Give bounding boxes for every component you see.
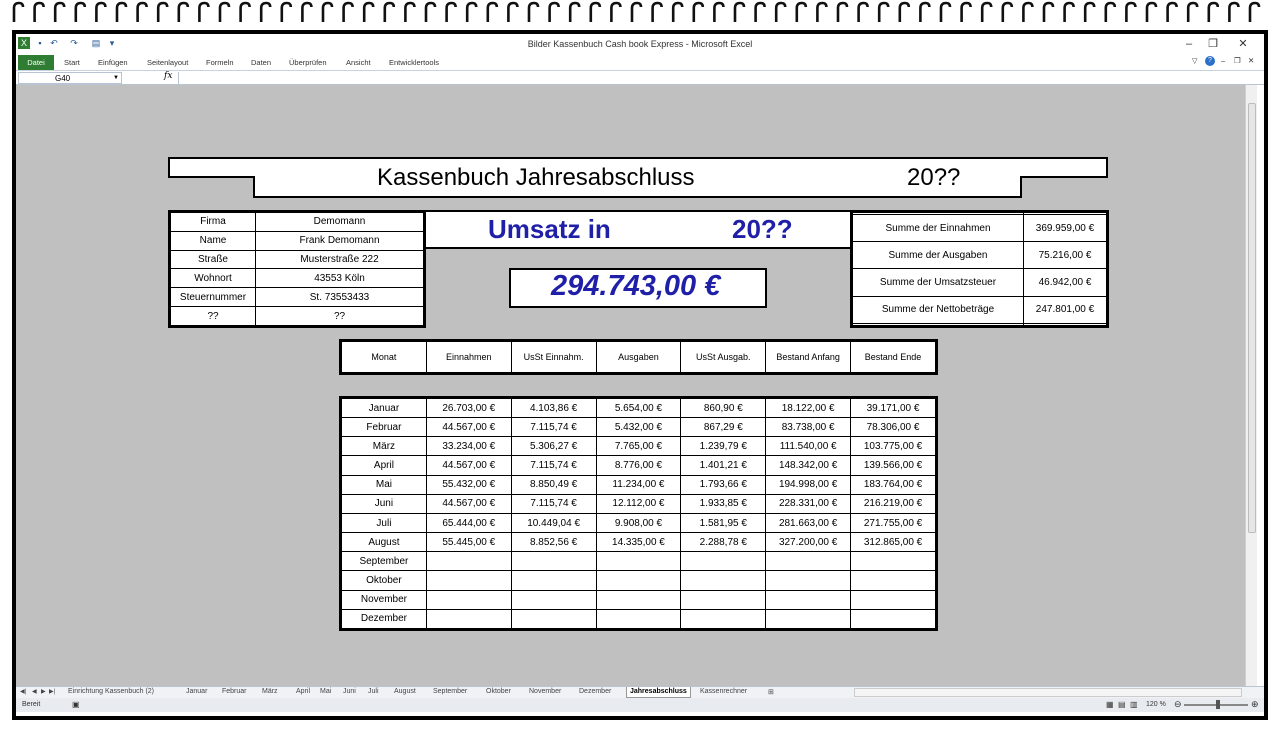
binding-ring-icon (900, 3, 909, 22)
table-row (342, 513, 936, 532)
value-cell[interactable]: 103.775,00 € (851, 437, 936, 456)
info-value[interactable]: 43553 Köln (256, 269, 424, 288)
info-row (171, 250, 424, 269)
first-sheet-icon[interactable]: ◀| (20, 689, 27, 695)
binding-ring-icon (653, 3, 662, 22)
value-cell[interactable] (511, 552, 596, 571)
value-cell[interactable] (766, 571, 851, 590)
table-row (342, 437, 936, 456)
value-cell[interactable]: 1.401,21 € (681, 456, 766, 475)
umsatz-year: 20?? (732, 214, 793, 244)
summary-row (853, 296, 1107, 323)
binding-ring-icon (982, 3, 991, 22)
page-layout-view-icon[interactable]: ▤ (1118, 700, 1126, 709)
value-cell[interactable]: 55.432,00 € (426, 475, 511, 494)
table-row (342, 590, 936, 609)
month-cell[interactable]: November (342, 590, 427, 609)
value-cell[interactable]: 8.852,56 € (511, 533, 596, 552)
binding-ring-icon (776, 3, 785, 22)
month-cell[interactable]: Juli (342, 513, 427, 532)
sheet-tab[interactable]: Februar (222, 688, 247, 695)
binding-ring-icon (1003, 3, 1012, 22)
sheet-tab[interactable]: Jahresabschluss (626, 687, 691, 698)
column-header[interactable]: Einnahmen (426, 342, 511, 373)
month-cell[interactable]: April (342, 456, 427, 475)
restore-icon[interactable]: ❐ (1208, 38, 1218, 50)
binding-ring-icon (344, 3, 353, 22)
sheet-tab[interactable]: April (296, 688, 311, 695)
umsatz-total: 294.743,00 € (551, 270, 721, 302)
binding-ring-icon (611, 3, 620, 22)
value-cell[interactable]: 860,90 € (681, 399, 766, 418)
binding-ring-icon (694, 3, 703, 22)
info-row (171, 231, 424, 250)
binding-ring-icon (199, 3, 208, 22)
column-header[interactable]: Bestand Ende (851, 342, 936, 373)
summary-value[interactable]: 247.801,00 € (1024, 296, 1107, 323)
value-cell[interactable] (511, 590, 596, 609)
value-cell[interactable]: 33.234,00 € (426, 437, 511, 456)
value-cell[interactable]: 183.764,00 € (851, 475, 936, 494)
binding-ring-icon (385, 3, 394, 22)
info-row (171, 269, 424, 288)
table-row (342, 571, 936, 590)
value-cell[interactable]: 39.171,00 € (851, 399, 936, 418)
header-title: Kassenbuch Jahresabschluss (377, 164, 695, 191)
status-ready: Bereit (22, 701, 41, 708)
value-cell[interactable]: 5.654,00 € (596, 399, 681, 418)
minimize-icon[interactable]: – (1185, 38, 1193, 50)
binding-ring-icon (529, 3, 538, 22)
workbook-close-icon[interactable]: ✕ (1248, 56, 1255, 65)
binding-ring-icon (1126, 3, 1135, 22)
info-label[interactable]: Straße (171, 250, 256, 269)
month-cell[interactable]: Juni (342, 494, 427, 513)
value-cell[interactable]: 11.234,00 € (596, 475, 681, 494)
help-icon[interactable]: ? (1205, 56, 1215, 66)
sheet-tab[interactable]: Einrichtung Kassenbuch (2) (68, 688, 154, 695)
value-cell[interactable] (766, 609, 851, 628)
zoom-level[interactable]: 120 % (1146, 701, 1166, 708)
value-cell[interactable]: 867,29 € (681, 418, 766, 437)
redo-icon[interactable]: ↷ (70, 38, 78, 48)
value-cell[interactable]: 7.115,74 € (511, 418, 596, 437)
column-header[interactable]: Bestand Anfang (766, 342, 851, 373)
value-cell[interactable]: 14.335,00 € (596, 533, 681, 552)
value-cell[interactable]: 65.444,00 € (426, 513, 511, 532)
binding-ring-icon (55, 3, 64, 22)
value-cell[interactable]: 83.738,00 € (766, 418, 851, 437)
customize-quick-access-icon[interactable]: ▾ (109, 38, 115, 48)
binding-ring-icon (241, 3, 250, 22)
binding-ring-icon (1147, 3, 1156, 22)
next-sheet-icon[interactable]: ▶ (41, 689, 46, 695)
value-cell[interactable]: 148.342,00 € (766, 456, 851, 475)
binding-ring-icon (1106, 3, 1115, 22)
value-cell[interactable] (426, 552, 511, 571)
value-cell[interactable] (596, 571, 681, 590)
binding-ring-icon (426, 3, 435, 22)
binding-ring-icon (941, 3, 950, 22)
month-cell[interactable]: Dezember (342, 609, 427, 628)
value-cell[interactable] (511, 571, 596, 590)
excel-logo-icon: X (18, 37, 30, 49)
value-cell[interactable]: 111.540,00 € (766, 437, 851, 456)
tab-insert[interactable]: Einfügen (98, 58, 128, 67)
summary-label[interactable]: Summe der Nettobeträge (853, 296, 1024, 323)
summary-row (853, 323, 1107, 325)
info-value[interactable]: Frank Demomann (256, 231, 424, 250)
table-row (342, 475, 936, 494)
table-row (342, 494, 936, 513)
value-cell[interactable]: 312.865,00 € (851, 533, 936, 552)
value-cell[interactable] (426, 571, 511, 590)
binding-ring-icon (508, 3, 517, 22)
value-cell[interactable]: 216.219,00 € (851, 494, 936, 513)
value-cell[interactable] (426, 609, 511, 628)
info-label[interactable]: ?? (171, 307, 256, 326)
value-cell[interactable] (596, 609, 681, 628)
macro-record-icon[interactable]: ▣ (72, 700, 80, 709)
sheet-tab[interactable]: Juli (368, 688, 379, 695)
ribbon-tabs (16, 54, 1264, 71)
tab-review[interactable]: Überprüfen (289, 58, 327, 67)
close-icon[interactable]: ✕ (1238, 38, 1248, 50)
value-cell[interactable]: 327.200,00 € (766, 533, 851, 552)
binding-ring-icon (632, 3, 641, 22)
worksheet-area[interactable] (16, 85, 1245, 686)
formula-input[interactable] (178, 72, 1262, 84)
insert-function-icon[interactable]: fx (164, 71, 173, 81)
value-cell[interactable] (681, 590, 766, 609)
month-cell[interactable]: Februar (342, 418, 427, 437)
column-header[interactable]: Monat (342, 342, 427, 373)
binding-ring-icon (117, 3, 126, 22)
tab-developer[interactable]: Entwicklertools (389, 58, 440, 67)
info-value[interactable]: ?? (256, 307, 424, 326)
value-cell[interactable]: 139.566,00 € (851, 456, 936, 475)
value-cell[interactable] (596, 590, 681, 609)
value-cell[interactable]: 7.115,74 € (511, 494, 596, 513)
binding-ring-icon (570, 3, 579, 22)
binding-ring-icon (220, 3, 229, 22)
binding-ring-icon (158, 3, 167, 22)
summary-value[interactable]: 369.959,00 € (1024, 215, 1107, 242)
prev-sheet-icon[interactable]: ◀ (32, 689, 37, 695)
column-header[interactable]: UsSt Ausgab. (681, 342, 766, 373)
month-cell[interactable]: August (342, 533, 427, 552)
sheet-tab[interactable]: März (262, 688, 278, 695)
summary-row (853, 215, 1107, 242)
binding-ring-icon (447, 3, 456, 22)
page-break-view-icon[interactable]: ▥ (1130, 700, 1138, 709)
value-cell[interactable] (851, 590, 936, 609)
summary-row (853, 269, 1107, 296)
binding-ring-icon (1250, 3, 1259, 22)
binding-ring-icon (1168, 3, 1177, 22)
binding-ring-icon (859, 3, 868, 22)
header-year: 20?? (907, 164, 961, 191)
binding-ring-icon (962, 3, 971, 22)
save-icon[interactable]: ▪ (38, 38, 42, 48)
sheet-tab[interactable]: Mai (320, 688, 332, 695)
print-preview-icon[interactable]: ▤ (91, 38, 101, 48)
binding-ring-icon (323, 3, 332, 22)
value-cell[interactable]: 1.239,79 € (681, 437, 766, 456)
value-cell[interactable] (681, 609, 766, 628)
info-row (171, 213, 424, 232)
binding-ring-icon (920, 3, 929, 22)
zoom-out-icon[interactable]: ⊖ (1174, 699, 1182, 709)
value-cell[interactable]: 194.998,00 € (766, 475, 851, 494)
tab-start[interactable]: Start (64, 58, 80, 67)
sheet-tab[interactable]: November (529, 688, 562, 695)
binding-ring-icon (179, 3, 188, 22)
company-info-table (168, 210, 426, 328)
month-cell[interactable]: Januar (342, 399, 427, 418)
insert-sheet-icon[interactable]: ⊞ (768, 689, 774, 696)
sheet-tab-bar (16, 686, 1264, 698)
value-cell[interactable]: 5.306,27 € (511, 437, 596, 456)
value-cell[interactable] (681, 552, 766, 571)
value-cell[interactable]: 12.112,00 € (596, 494, 681, 513)
value-cell[interactable] (851, 552, 936, 571)
summary-label[interactable]: Summe der Einnahmen (853, 215, 1024, 242)
binding-ring-icon (1023, 3, 1032, 22)
value-cell[interactable]: 18.122,00 € (766, 399, 851, 418)
tab-view[interactable]: Ansicht (346, 58, 371, 67)
value-cell[interactable]: 1.793,66 € (681, 475, 766, 494)
formula-bar (16, 71, 1264, 85)
value-cell[interactable] (596, 552, 681, 571)
value-cell[interactable]: 78.306,00 € (851, 418, 936, 437)
monthly-header-table (339, 339, 938, 375)
binding-ring-icon (735, 3, 744, 22)
binding-ring-icon (35, 3, 44, 22)
binding-ring-icon (467, 3, 476, 22)
binding-ring-icon (1085, 3, 1094, 22)
status-bar (16, 698, 1264, 712)
tab-data[interactable]: Daten (251, 58, 272, 67)
summary-label[interactable] (853, 323, 1024, 325)
value-cell[interactable] (681, 571, 766, 590)
binding-ring-icon (1188, 3, 1197, 22)
binding-ring-icon (673, 3, 682, 22)
tab-file[interactable]: Datei (18, 55, 54, 70)
binding-ring-icon (591, 3, 600, 22)
value-cell[interactable]: 10.449,04 € (511, 513, 596, 532)
sheet-tab[interactable]: Oktober (486, 688, 511, 695)
workbook-restore-icon[interactable]: ❐ (1234, 56, 1241, 65)
value-cell[interactable]: 44.567,00 € (426, 456, 511, 475)
summary-value[interactable]: 46.942,00 € (1024, 269, 1107, 296)
binding-ring-icon (714, 3, 723, 22)
table-row (342, 609, 936, 628)
value-cell[interactable]: 2.288,78 € (681, 533, 766, 552)
binding-ring-icon (76, 3, 85, 22)
zoom-in-icon[interactable]: ⊕ (1251, 699, 1259, 709)
sheet-tab[interactable]: Januar (186, 688, 208, 695)
binding-ring-icon (364, 3, 373, 22)
summary-value[interactable] (1024, 323, 1107, 325)
info-value[interactable]: Demomann (256, 213, 424, 232)
value-cell[interactable] (851, 609, 936, 628)
binding-ring-icon (838, 3, 847, 22)
summary-label[interactable]: Summe der Ausgaben (853, 242, 1024, 269)
value-cell[interactable]: 281.663,00 € (766, 513, 851, 532)
value-cell[interactable]: 1.933,85 € (681, 494, 766, 513)
value-cell[interactable] (766, 590, 851, 609)
table-row (342, 552, 936, 571)
value-cell[interactable] (426, 590, 511, 609)
sheet-tab[interactable]: September (433, 688, 468, 695)
info-value[interactable]: St. 73553433 (256, 288, 424, 307)
sheet-tab[interactable]: Dezember (579, 688, 612, 695)
binding-ring-icon (302, 3, 311, 22)
value-cell[interactable] (851, 571, 936, 590)
binding-ring-icon (14, 3, 23, 22)
binding-ring-icon (1209, 3, 1218, 22)
horizontal-scrollbar[interactable] (854, 688, 1242, 697)
binding-ring-icon (797, 3, 806, 22)
table-row (342, 399, 936, 418)
value-cell[interactable]: 4.103,86 € (511, 399, 596, 418)
value-cell[interactable]: 44.567,00 € (426, 494, 511, 513)
value-cell[interactable]: 44.567,00 € (426, 418, 511, 437)
last-sheet-icon[interactable]: ▶| (49, 689, 56, 695)
column-header[interactable]: Ausgaben (596, 342, 681, 373)
binding-ring-icon (1065, 3, 1074, 22)
info-label[interactable]: Firma (171, 213, 256, 232)
excel-window-inner (16, 34, 1264, 716)
value-cell[interactable]: 8.850,49 € (511, 475, 596, 494)
summary-row (853, 242, 1107, 269)
normal-view-icon[interactable]: ▦ (1106, 700, 1114, 709)
value-cell[interactable] (511, 609, 596, 628)
binding-ring-icon (550, 3, 559, 22)
umsatz-label: Umsatz in (488, 214, 611, 244)
name-box-value: G40 (55, 74, 71, 83)
value-cell[interactable]: 55.445,00 € (426, 533, 511, 552)
vertical-scroll-thumb[interactable] (1248, 103, 1256, 533)
vertical-scrollbar[interactable] (1245, 85, 1257, 686)
value-cell[interactable]: 26.703,00 € (426, 399, 511, 418)
value-cell[interactable]: 8.776,00 € (596, 456, 681, 475)
value-cell[interactable]: 5.432,00 € (596, 418, 681, 437)
month-cell[interactable]: März (342, 437, 427, 456)
summary-table (850, 210, 1109, 328)
binding-ring-icon (138, 3, 147, 22)
info-label[interactable]: Steuernummer (171, 288, 256, 307)
table-row (342, 533, 936, 552)
binding-ring-icon (96, 3, 105, 22)
value-cell[interactable]: 7.115,74 € (511, 456, 596, 475)
info-row (171, 307, 424, 326)
binding-ring-icon (282, 3, 291, 22)
month-cell[interactable]: Oktober (342, 571, 427, 590)
title-bar (16, 34, 1264, 54)
workbook-minimize-icon[interactable]: – (1221, 56, 1226, 65)
binding-ring-icon (1229, 3, 1238, 22)
summary-value[interactable]: 75.216,00 € (1024, 242, 1107, 269)
zoom-slider-knob[interactable] (1216, 700, 1220, 709)
info-row (171, 288, 424, 307)
binding-ring-icon (879, 3, 888, 22)
window-title: Bilder Kassenbuch Cash book Express - Microsoft Excel (527, 39, 753, 49)
name-box[interactable] (18, 72, 122, 84)
column-header-row (342, 342, 936, 373)
binding-ring-icon (817, 3, 826, 22)
ribbon-collapse-icon[interactable]: ▽ (1192, 58, 1198, 65)
value-cell[interactable]: 7.765,00 € (596, 437, 681, 456)
binding-ring-icon (1044, 3, 1053, 22)
column-header[interactable]: UsSt Einnahm. (511, 342, 596, 373)
table-row (342, 418, 936, 437)
value-cell[interactable]: 1.581,95 € (681, 513, 766, 532)
value-cell[interactable]: 228.331,00 € (766, 494, 851, 513)
value-cell[interactable] (766, 552, 851, 571)
spiral-binding (0, 0, 1280, 28)
info-value[interactable]: Musterstraße 222 (256, 250, 424, 269)
excel-window (12, 30, 1268, 720)
tab-formulas[interactable]: Formeln (206, 58, 234, 67)
value-cell[interactable]: 9.908,00 € (596, 513, 681, 532)
tab-page-layout[interactable]: Seitenlayout (147, 58, 189, 67)
sheet-tab[interactable]: August (394, 688, 416, 695)
binding-ring-icon (488, 3, 497, 22)
chevron-down-icon[interactable]: ▼ (113, 75, 119, 81)
info-label[interactable]: Wohnort (171, 269, 256, 288)
binding-ring-icon (756, 3, 765, 22)
binding-ring-icon (405, 3, 414, 22)
summary-label[interactable]: Summe der Umsatzsteuer (853, 269, 1024, 296)
table-row (342, 456, 936, 475)
undo-icon[interactable]: ↶ (50, 38, 58, 48)
month-cell[interactable]: Mai (342, 475, 427, 494)
info-label[interactable]: Name (171, 231, 256, 250)
month-cell[interactable]: September (342, 552, 427, 571)
monthly-data-table (339, 396, 938, 631)
sheet-tab[interactable]: Kassenrechner (700, 688, 748, 695)
sheet-tab[interactable]: Juni (343, 688, 356, 695)
binding-ring-icon (261, 3, 270, 22)
value-cell[interactable]: 271.755,00 € (851, 513, 936, 532)
